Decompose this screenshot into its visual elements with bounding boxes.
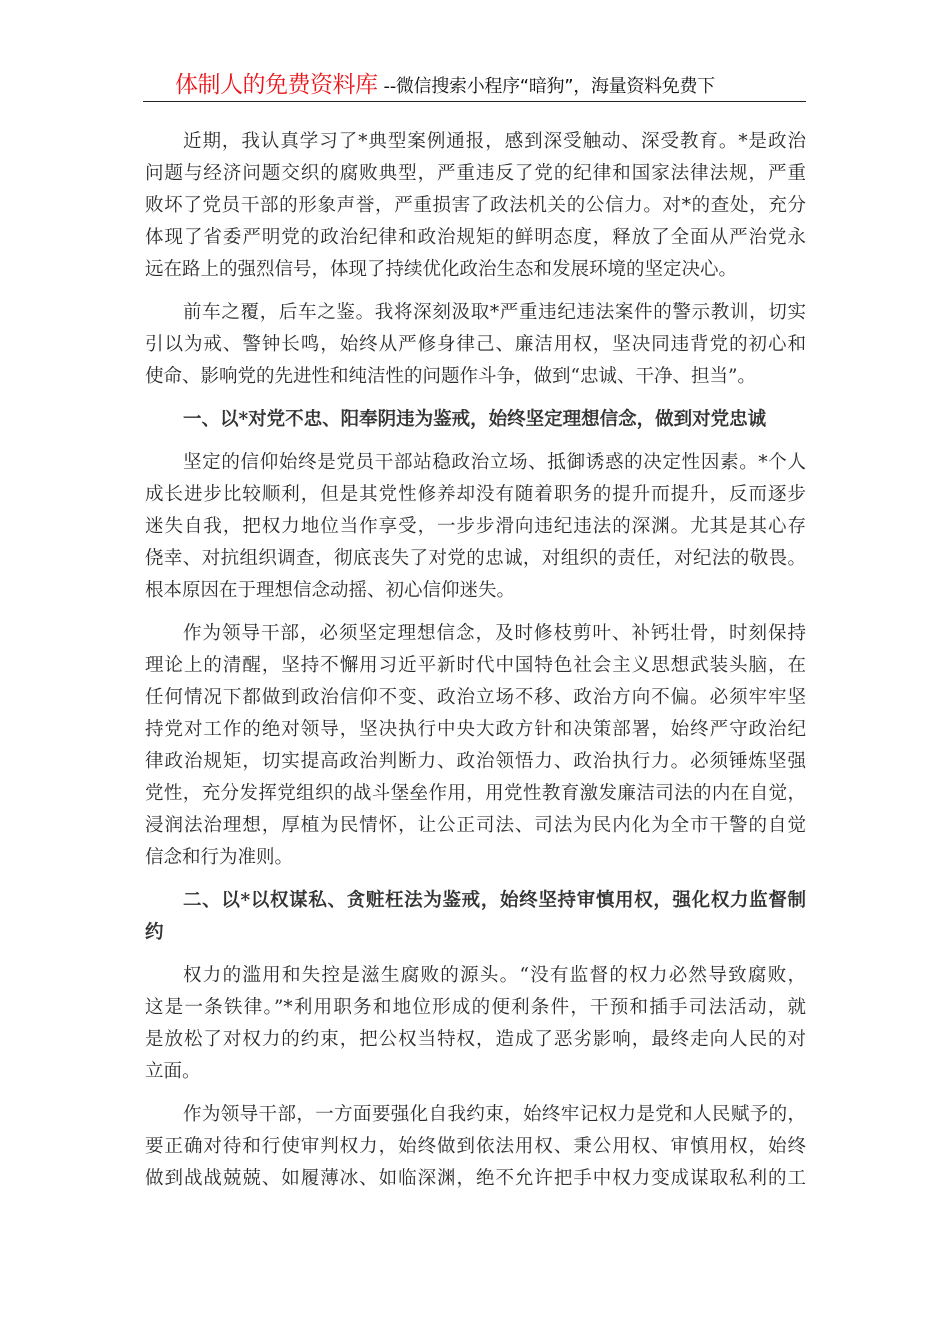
text-line: 立面。 bbox=[145, 1061, 201, 1082]
paragraph bbox=[145, 447, 806, 607]
text-line: 理论上的清醒，坚持不懈用习近平新时代中国特色社会主义思想武装头脑，在 bbox=[145, 655, 806, 676]
text-line: 体现了省委严明党的政治纪律和政治规矩的鲜明态度，释放了全面从严治党永 bbox=[145, 227, 806, 248]
text-line: 侥幸、对抗组织调查，彻底丧失了对党的忠诚，对组织的责任，对纪法的敬畏。 bbox=[145, 548, 806, 569]
text-line: 引以为戒、警钟长鸣，始终从严修身律己、廉洁用权，坚决同违背党的初心和 bbox=[145, 334, 806, 355]
text-line: 败坏了党员干部的形象声誉，严重损害了政法机关的公信力。对*的查处，充分 bbox=[145, 195, 806, 216]
text-line: 浸润法治理想，厚植为民情怀，让公正司法、司法为民内化为全市干警的自觉 bbox=[145, 815, 806, 836]
text-line: 要正确对待和行使审判权力，始终做到依法用权、秉公用权、审慎用权，始终 bbox=[145, 1136, 806, 1157]
text-line: 任何情况下都做到政治信仰不变、政治立场不移、政治方向不偏。必须牢牢坚 bbox=[145, 687, 806, 708]
text-line: 党性，充分发挥党组织的战斗堡垒作用，用党性教育激发廉洁司法的内在自觉， bbox=[145, 783, 806, 804]
text-line: 这是一条铁律。”*利用职务和地位形成的便利条件，干预和插手司法活动，就 bbox=[145, 997, 806, 1018]
paragraph bbox=[145, 618, 806, 874]
text-line: 问题与经济问题交织的腐败典型，严重违反了党的纪律和国家法律法规，严重 bbox=[145, 163, 806, 184]
text-line: 持党对工作的绝对领导，坚决执行中央大政方针和决策部署，始终严守政治纪 bbox=[145, 719, 806, 740]
text-line: 根本原因在于理想信念动摇、初心信仰迷失。 bbox=[145, 580, 516, 601]
text-line: 做到战战兢兢、如履薄冰、如临深渊，绝不允许把手中权力变成谋取私利的工 bbox=[145, 1168, 806, 1189]
paragraph bbox=[145, 1099, 806, 1195]
text-line: 远在路上的强烈信号，体现了持续优化政治生态和发展环境的坚定决心。 bbox=[145, 259, 738, 280]
header-tagline: --微信搜索小程序“暗狗”，海量资料免费下 bbox=[383, 76, 715, 97]
text-line: 迷失自我，把权力地位当作享受，一步步滑向违纪违法的深渊。尤其是其心存 bbox=[145, 516, 806, 537]
section-heading bbox=[145, 404, 806, 436]
section-heading bbox=[145, 885, 806, 949]
text-line: 作为领导干部，一方面要强化自我约束，始终牢记权力是党和人民赋予的， bbox=[183, 1104, 806, 1125]
text-line: 律政治规矩，切实提高政治判断力、政治领悟力、政治执行力。必须锤炼坚强 bbox=[145, 751, 806, 772]
text-line: 信念和行为准则。 bbox=[145, 847, 294, 868]
text-line: 一、以*对党不忠、阳奉阴违为鉴戒，始终坚定理想信念，做到对党忠诚 bbox=[183, 409, 767, 430]
page-header bbox=[143, 68, 806, 102]
brand-title: 体制人的免费资料库 bbox=[175, 72, 378, 98]
text-line: 成长进步比较顺利，但是其党性修养却没有随着职务的提升而提升，反而逐步 bbox=[145, 484, 806, 505]
document-body bbox=[145, 126, 806, 1206]
text-line: 作为领导干部，必须坚定理想信念，及时修枝剪叶、补钙壮骨，时刻保持 bbox=[183, 623, 806, 644]
paragraph bbox=[145, 960, 806, 1088]
text-line: 坚定的信仰始终是党员干部站稳政治立场、抵御诱惑的决定性因素。*个人 bbox=[183, 452, 806, 473]
text-line: 近期，我认真学习了*典型案例通报，感到深受触动、深受教育。*是政治 bbox=[183, 131, 806, 152]
text-line: 权力的滥用和失控是滋生腐败的源头。“没有监督的权力必然导致腐败， bbox=[183, 965, 806, 986]
paragraph bbox=[145, 297, 806, 393]
text-line: 使命、影响党的先进性和纯洁性的问题作斗争，做到“忠诚、干净、担当”。 bbox=[145, 366, 756, 387]
paragraph bbox=[145, 126, 806, 286]
text-line: 是放松了对权力的约束，把公权当特权，造成了恶劣影响，最终走向人民的对 bbox=[145, 1029, 806, 1050]
header-banner bbox=[175, 66, 715, 99]
text-line: 二、以*以权谋私、贪赃枉法为鉴戒，始终坚持审慎用权，强化权力监督制 bbox=[183, 890, 806, 911]
text-line: 约 bbox=[145, 922, 164, 943]
text-line: 前车之覆，后车之鉴。我将深刻汲取*严重违纪违法案件的警示教训，切实 bbox=[183, 302, 806, 323]
